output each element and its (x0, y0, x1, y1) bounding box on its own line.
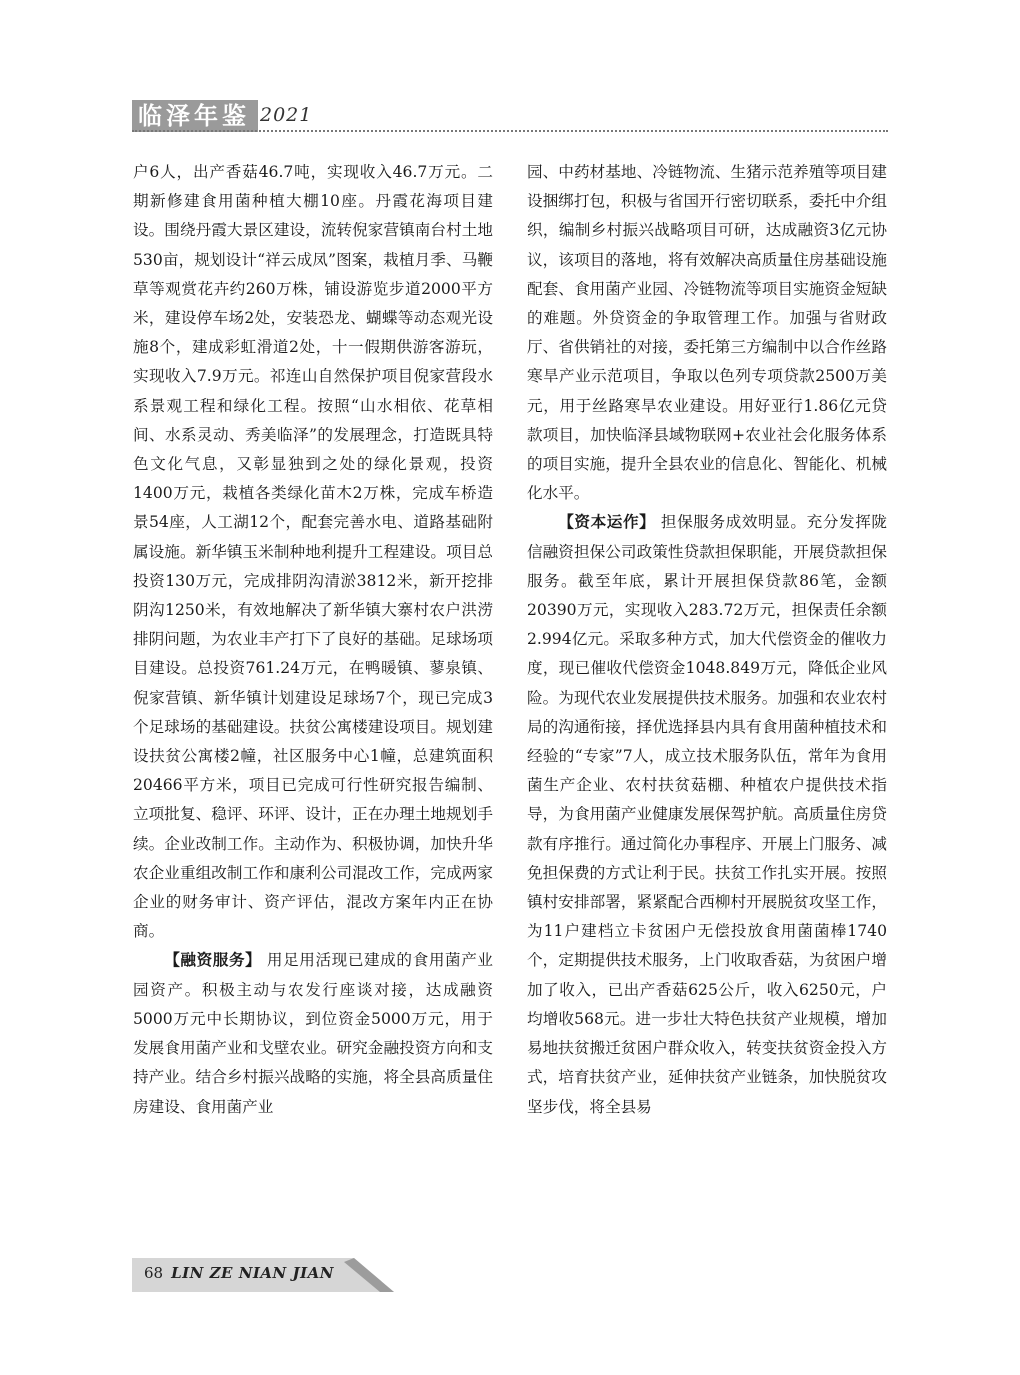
right-column (527, 158, 887, 1122)
yearbook-logo: 临泽年鉴 (132, 100, 258, 132)
left-paragraph-2 (133, 946, 493, 1121)
left-paragraph-2-body: 用足用活现已建成的食用菌产业园资产。积极主动与农发行座谈对接，达成融资5000万元中长期协议，到位资金5000万元，用于发展食用菌产业和戈壁农业。研究金融投资方向和支持产业。结合乡村振兴战略的实施，将全县高质量住房建设、食用菌产业 (133, 951, 493, 1116)
right-paragraph-1: 园、中药材基地、冷链物流、生猪示范养殖等项目建设捆绑打包，积极与省国开行密切联系，委托中介组织，编制乡村振兴战略项目可研，达成融资3亿元协议，该项目的落地，将有效解决高质量住房基础设施配套、食用菌产业园、冷链物流等项目实施资金短缺的难题。外贷资金的争取管理工作。加强与省财政厅、省供销社的对接，委托第三方编制中以合作丝路寒旱产业示范项目，争取以色列专项贷款2500万美元，用于丝路寒旱农业建设。用好亚行1.86亿元贷款项目，加快临泽县域物联网+农业社会化服务体系的项目实施，提升全县农业的信息化、智能化、机械化水平。 (527, 163, 887, 503)
section-heading-financing: 【融资服务】 (164, 951, 262, 970)
running-title: LIN ZE NIAN JIAN (171, 1264, 334, 1282)
page-header (132, 96, 888, 136)
page-number: 68 (144, 1264, 164, 1282)
header-rule (132, 130, 888, 132)
right-paragraph-2 (527, 508, 887, 1121)
right-paragraph-2-body: 担保服务成效明显。充分发挥陇信融资担保公司政策性贷款担保职能，开展贷款担保服务。截至年底，累计开展担保贷款86笔，金额20390万元，实现收入283.72万元，担保责任余额2.994亿元。采取多种方式，加大代偿资金的催收力度，现已催收代偿资金1048.849万元，降低企业风险。为现代农业发展提供技术服务。加强和农业农村局的沟通衔接，择优选择县内具有食用菌种植技术和经验的“专家”7人，成立技术服务队伍，常年为食用菌生产企业、农村扶贫菇棚、种植农户提供技术指导，为食用菌产业健康发展保驾护航。高质量住房贷款有序推行。通过简化办事程序、开展上门服务、减免担保费的方式让利于民。扶贫工作扎实开展。按照镇村安排部署，紧紧配合西柳村开展脱贫攻坚工作，为11户建档立卡贫困户无偿投放食用菌菌棒1740个，定期提供技术服务，上门收取香菇，为贫困户增加了收入，已出产香菇625公斤，收入6250元，户均增收568元。进一步壮大特色扶贫产业规模，增加易地扶贫搬迁贫困户群众收入，转变扶贫资金投入方式，培育扶贫产业，延伸扶贫产业链条，加快脱贫攻坚步伐，将全县易 (527, 513, 887, 1116)
header-year: 2021 (260, 104, 313, 126)
left-paragraph-1: 户6人，出产香菇46.7吨，实现收入46.7万元。二期新修建食用菌种植大棚10座。丹霞花海项目建设。围绕丹霞大景区建设，流转倪家营镇南台村土地530亩，规划设计“祥云成凤”图案，栽植月季、马鞭草等观赏花卉约260万株，铺设游览步道2000平方米，建设停车场2处，安装恐龙、蝴蝶等动态观光设施8个，建成彩虹滑道2处，十一假期供游客游玩，实现收入7.9万元。祁连山自然保护项目倪家营段水系景观工程和绿化工程。按照“山水相依、花草相间、水系灵动、秀美临泽”的发展理念，打造既具特色文化气息，又彰显独到之处的绿化景观，投资1400万元，栽植各类绿化苗木2万株，完成车桥造景54座，人工湖12个，配套完善水电、道路基础附属设施。新华镇玉米制种地利提升工程建设。项目总投资130万元，完成排阴沟清淤3812米，新开挖排阴沟1250米，有效地解决了新华镇大寨村农户洪涝排阴问题，为农业丰产打下了良好的基础。足球场项目建设。总投资761.24万元，在鸭暖镇、蓼泉镇、倪家营镇、新华镇计划建设足球场7个，现已完成3个足球场的基础建设。扶贫公寓楼建设项目。规划建设扶贫公寓楼2幢，社区服务中心1幢，总建筑面积20466平方米，项目已完成可行性研究报告编制、立项批复、稳评、环评、设计，正在办理土地规划手续。企业改制工作。主动作为、积极协调，加快升华农企业重组改制工作和康利公司混改工作，完成两家企业的财务审计、资产评估，混改方案年内正在协商。 (133, 163, 493, 941)
footer-text (144, 1264, 334, 1282)
section-heading-capital: 【资本运作】 (558, 513, 656, 532)
left-column (133, 158, 493, 1122)
page-footer (132, 1258, 394, 1292)
